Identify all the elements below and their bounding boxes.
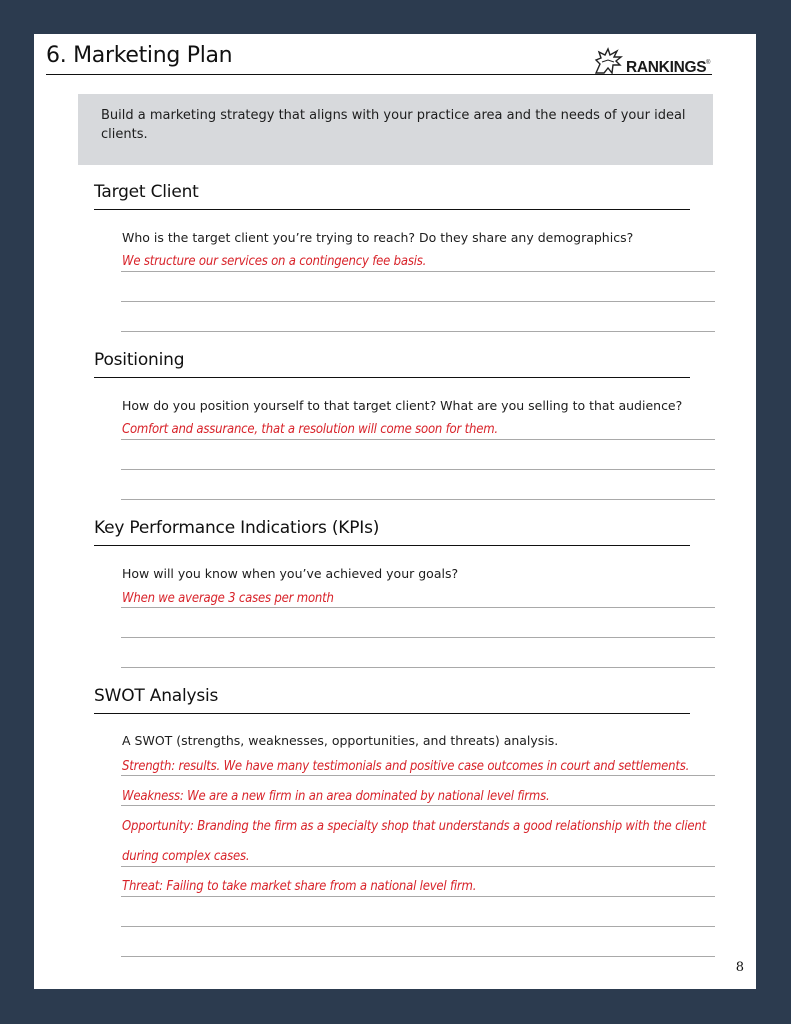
writing-line [121,301,715,302]
writing-line [121,499,715,500]
page-title: 6. Marketing Plan [46,43,233,68]
writing-line [121,469,715,470]
writing-line [121,926,715,927]
intro-text: Build a marketing strategy that aligns with your practice area and the needs of your ideal clients. [101,108,686,142]
answer-swot-opportunity: Opportunity: Branding the firm as a specialty shop that understands a good relationship with the client [122,819,706,834]
document-page [34,34,756,989]
section-rule [94,713,690,714]
writing-line [121,331,715,332]
rankings-logo [590,46,715,76]
section-rule [94,545,690,546]
answer-swot-strength: Strength: results. We have many testimonials and positive case outcomes in court and settlements. [122,759,690,774]
intro-box [78,94,713,165]
section-heading-kpis: Key Performance Indicatiors (KPIs) [94,518,380,538]
writing-line [121,667,715,668]
writing-line [121,896,715,897]
griffin-logo-icon [590,46,626,76]
answer-swot-threat: Threat: Failing to take market share from a national level firm. [122,879,477,894]
writing-line [121,607,715,608]
answer-kpis-1: When we average 3 cases per month [122,591,334,606]
answer-swot-weakness: Weakness: We are a new firm in an area dominated by national level firms. [122,789,550,804]
answer-target-client-1: We structure our services on a contingency fee basis. [122,254,427,269]
question-kpis: How will you know when you’ve achieved your goals? [122,566,459,581]
section-heading-swot: SWOT Analysis [94,686,219,706]
writing-line [121,271,715,272]
answer-swot-opportunity-cont: during complex cases. [122,849,250,864]
section-heading-positioning: Positioning [94,350,185,370]
question-target-client: Who is the target client you’re trying to reach? Do they share any demographics? [122,230,634,245]
writing-line [121,439,715,440]
question-swot: A SWOT (strengths, weaknesses, opportunities, and threats) analysis. [122,733,559,748]
section-heading-target-client: Target Client [94,182,199,202]
writing-line [121,637,715,638]
writing-line [121,866,715,867]
writing-line [121,956,715,957]
question-positioning: How do you position yourself to that target client? What are you selling to that audience? [122,398,683,413]
page-number: 8 [735,960,744,975]
logo-registered-mark: ® [706,60,711,66]
section-rule [94,377,690,378]
answer-positioning-1: Comfort and assurance, that a resolution will come soon for them. [122,422,498,437]
section-rule [94,209,690,210]
writing-line [121,775,715,776]
logo-text: RANKINGS [626,59,707,76]
writing-line [121,805,715,806]
